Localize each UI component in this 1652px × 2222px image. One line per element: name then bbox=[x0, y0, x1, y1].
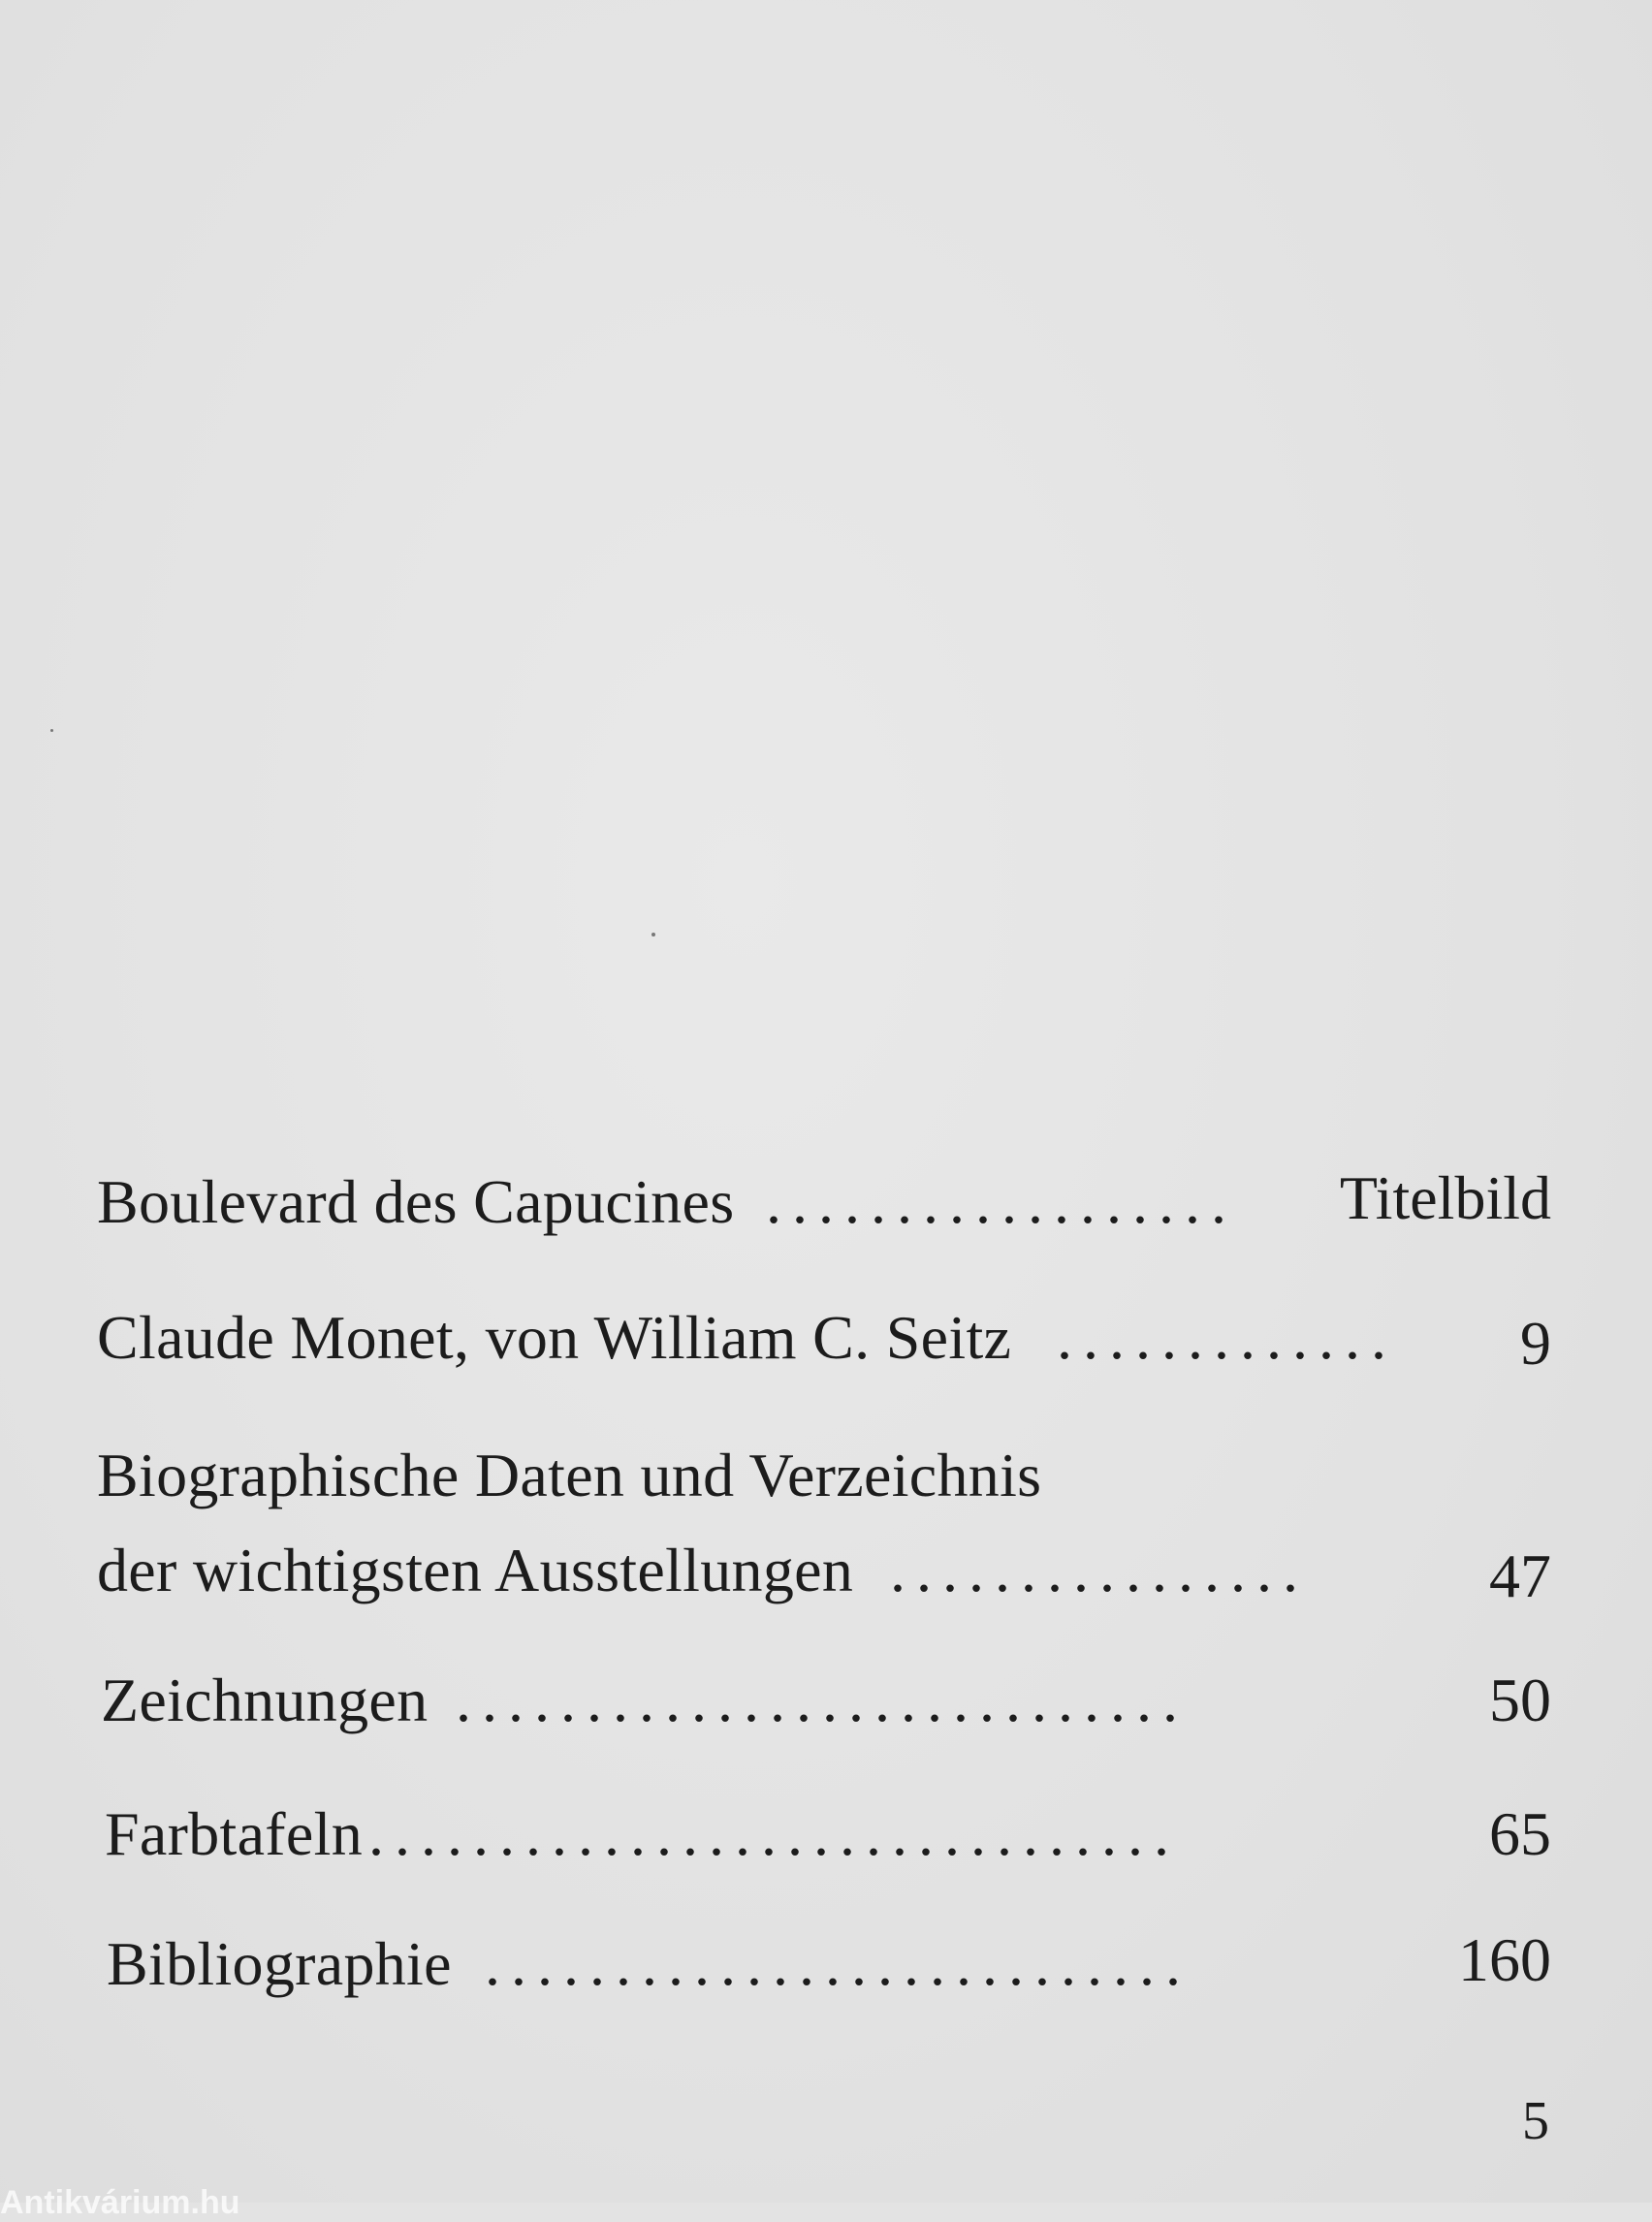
toc-entry-title: Claude Monet, von William C. Seitz bbox=[97, 1303, 1012, 1372]
toc-entry-page: Titelbild bbox=[1339, 1163, 1551, 1232]
toc-entry-page: 65 bbox=[1489, 1799, 1551, 1868]
toc-entry-title: Farbtafeln bbox=[105, 1799, 363, 1868]
toc-entry-title: der wichtigsten Ausstellungen bbox=[97, 1536, 854, 1604]
toc-leader-dots: ............................... bbox=[368, 1799, 1180, 1868]
toc-entry-page: 47 bbox=[1489, 1541, 1551, 1610]
toc-entry-title: Zeichnungen bbox=[101, 1666, 429, 1734]
watermark: Antikvárium.hu bbox=[0, 2184, 240, 2221]
toc-leader-dots: .................. bbox=[766, 1167, 1237, 1236]
toc-leader-dots: ................ bbox=[890, 1536, 1309, 1604]
toc-entry-title-line1: Biographische Daten und Verzeichnis bbox=[97, 1441, 1042, 1509]
toc-entry-page: 160 bbox=[1458, 1925, 1551, 1994]
toc-leader-dots: ............................ bbox=[456, 1666, 1189, 1734]
page-number: 5 bbox=[1522, 2091, 1549, 2151]
toc-entry-page: 9 bbox=[1520, 1309, 1551, 1378]
toc-entry-title: Bibliographie bbox=[107, 1929, 452, 1998]
toc-leader-dots: ........................... bbox=[485, 1929, 1191, 1998]
toc-entry-title: Boulevard des Capucines bbox=[97, 1167, 735, 1236]
toc-entry-page: 50 bbox=[1489, 1666, 1551, 1734]
toc-leader-dots: ............. bbox=[1057, 1303, 1397, 1372]
